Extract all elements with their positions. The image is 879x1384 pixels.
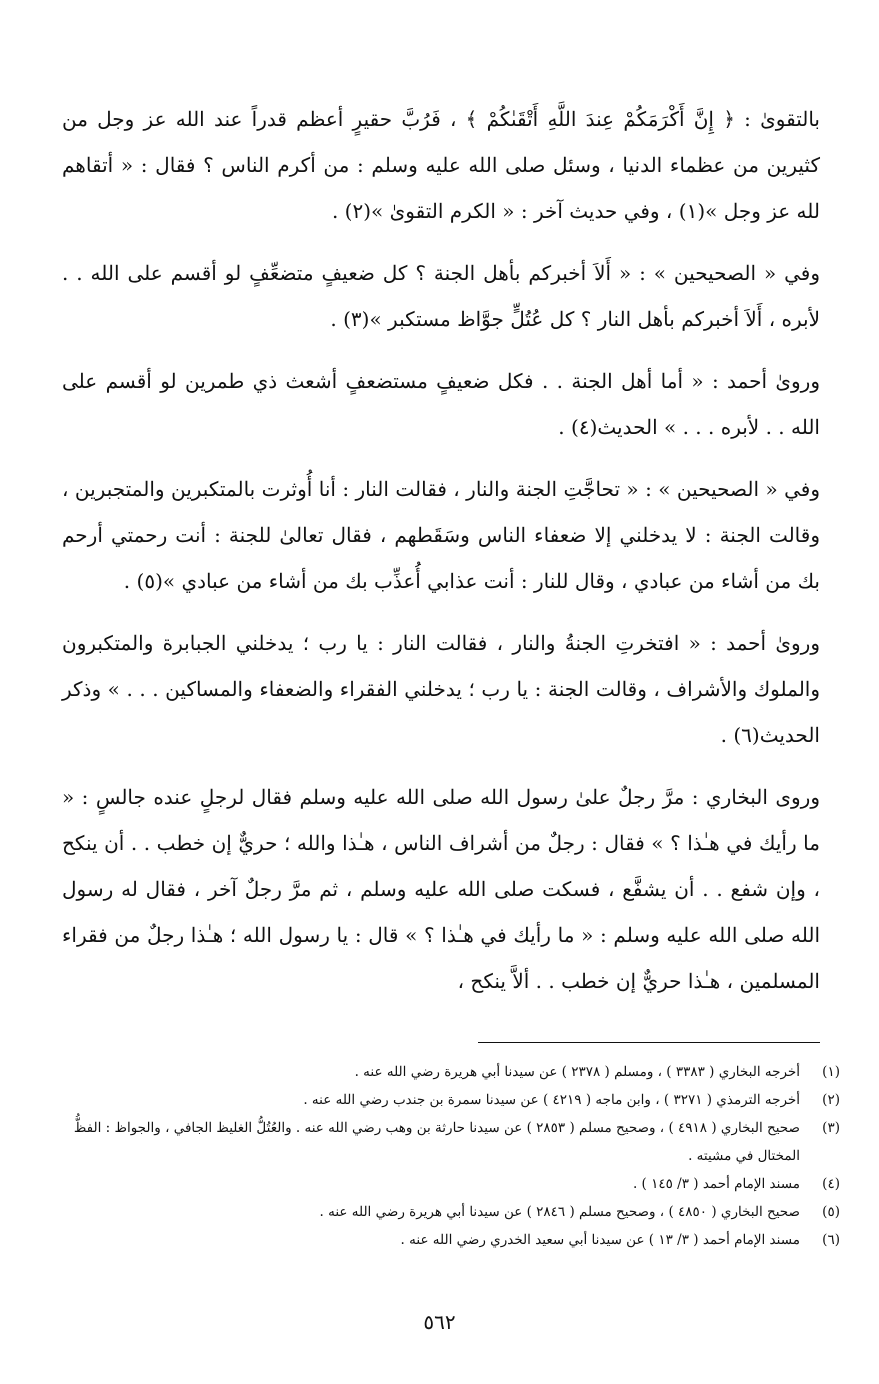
paragraph-1: بالتقوىٰ : ﴿ إِنَّ أَكْرَمَكُمْ عِندَ اللَّهِ أَتْقَىٰكُمْ ﴾ ، فَرُبَّ حقيرٍ أعظم قدراً عند الله عز وجل من كثيرين من عظماء الدنيا ، وسئل صلى الله عليه وسلم : من أكرم الناس ؟ فقال : « أتقاهم لله عز وجل »(١) ، وفي حديث آخر : « الكرم التقوىٰ »(٢) . [62,107,820,223]
footnote-6 [70,1226,840,1254]
footnote-number: (٦) [822,1232,840,1248]
footnote-number: (٢) [822,1092,840,1108]
footnote-text: صحيح البخاري ( ٤٨٥٠ ) ، وصحيح مسلم ( ٢٨٤٦ ) عن سيدنا أبي هريرة رضي الله عنه . [319,1204,800,1220]
footnote-number: (٣) [822,1120,840,1136]
main-text [62,96,820,1020]
footnote-text: مسند الإمام أحمد ( ٣/ ١٤٥ ) . [632,1176,800,1192]
footnote-separator [478,1042,820,1043]
page-number: ٥٦٢ [423,1310,456,1334]
footnote-number: (٥) [822,1204,840,1220]
footnote-text: أخرجه الترمذي ( ٣٢٧١ ) ، وابن ماجه ( ٤٢١٩ ) عن سيدنا سمرة بن جندب رضي الله عنه . [303,1092,800,1108]
paragraph-6: وروى البخاري : مرَّ رجلٌ علىٰ رسول الله صلى الله عليه وسلم فقال لرجلٍ عنده جالسٍ : « ما رأيك في هـٰذا ؟ » فقال : رجلٌ من أشراف الناس ، هـٰذا والله ؛ حريٌّ إن خطب . . أن ينكح ، وإن شفع . . أن يشفَّع ، فسكت صلى الله عليه وسلم ، ثم مرَّ رجلٌ آخر ، فقال له رسول الله صلى الله عليه وسلم : « ما رأيك في هـٰذا ؟ » قال : يا رسول الله ؛ هـٰذا رجلٌ من فقراء المسلمين ، هـٰذا حريٌّ إن خطب . . ألاَّ ينكح ، [62,785,820,993]
footnote-2 [70,1086,840,1114]
footnote-text: صحيح البخاري ( ٤٩١٨ ) ، وصحيح مسلم ( ٢٨٥٣ ) عن سيدنا حارثة بن وهب رضي الله عنه . والعُتُلُّ الغليظ الجافي ، والجواظ : الفظُّ المختال في مشيته . [73,1120,800,1164]
footnote-text: مسند الإمام أحمد ( ٣/ ١٣ ) عن سيدنا أبي سعيد الخدري رضي الله عنه . [400,1232,800,1248]
paragraph-5: وروىٰ أحمد : « افتخرتِ الجنةُ والنار ، فقالت النار : يا رب ؛ يدخلني الجبابرة والمتكبرون والملوك والأشراف ، وقالت الجنة : يا رب ؛ يدخلني الفقراء والضعفاء والمساكين . . . » وذكر الحديث(٦) . [62,631,820,747]
footnote-1 [70,1058,840,1086]
paragraph-4: وفي « الصحيحين » : « تحاجَّتِ الجنة والنار ، فقالت النار : أنا أُوثرت بالمتكبرين والمتجبرين ، وقالت الجنة : لا يدخلني إلا ضعفاء الناس وسَقَطهم ، فقال تعالىٰ للجنة : أنت رحمتي أرحم بك من أشاء من عبادي ، وقال للنار : أنت عذابي أُعذِّب بك من أشاء من عبادي »(٥) . [62,477,820,593]
footnote-5 [70,1198,840,1226]
footnote-4 [70,1170,840,1198]
footnote-number: (١) [822,1064,840,1080]
footnote-3 [70,1114,840,1170]
paragraph-2: وفي « الصحيحين » : « أَلاَ أخبركم بأهل الجنة ؟ كل ضعيفٍ متضعِّفٍ لو أقسم على الله . . لأبره ، أَلاَ أخبركم بأهل النار ؟ كل عُتُلٍّ جوَّاظ مستكبر »(٣) . [62,261,820,331]
footnote-text: أخرجه البخاري ( ٣٣٨٣ ) ، ومسلم ( ٢٣٧٨ ) عن سيدنا أبي هريرة رضي الله عنه . [354,1064,800,1080]
paragraph-3: وروىٰ أحمد : « أما أهل الجنة . . فكل ضعيفٍ مستضعفٍ أشعث ذي طمرين لو أقسم على الله . . لأبره . . . » الحديث(٤) . [62,369,820,439]
footnote-number: (٤) [822,1176,840,1192]
footnotes [70,1058,840,1254]
